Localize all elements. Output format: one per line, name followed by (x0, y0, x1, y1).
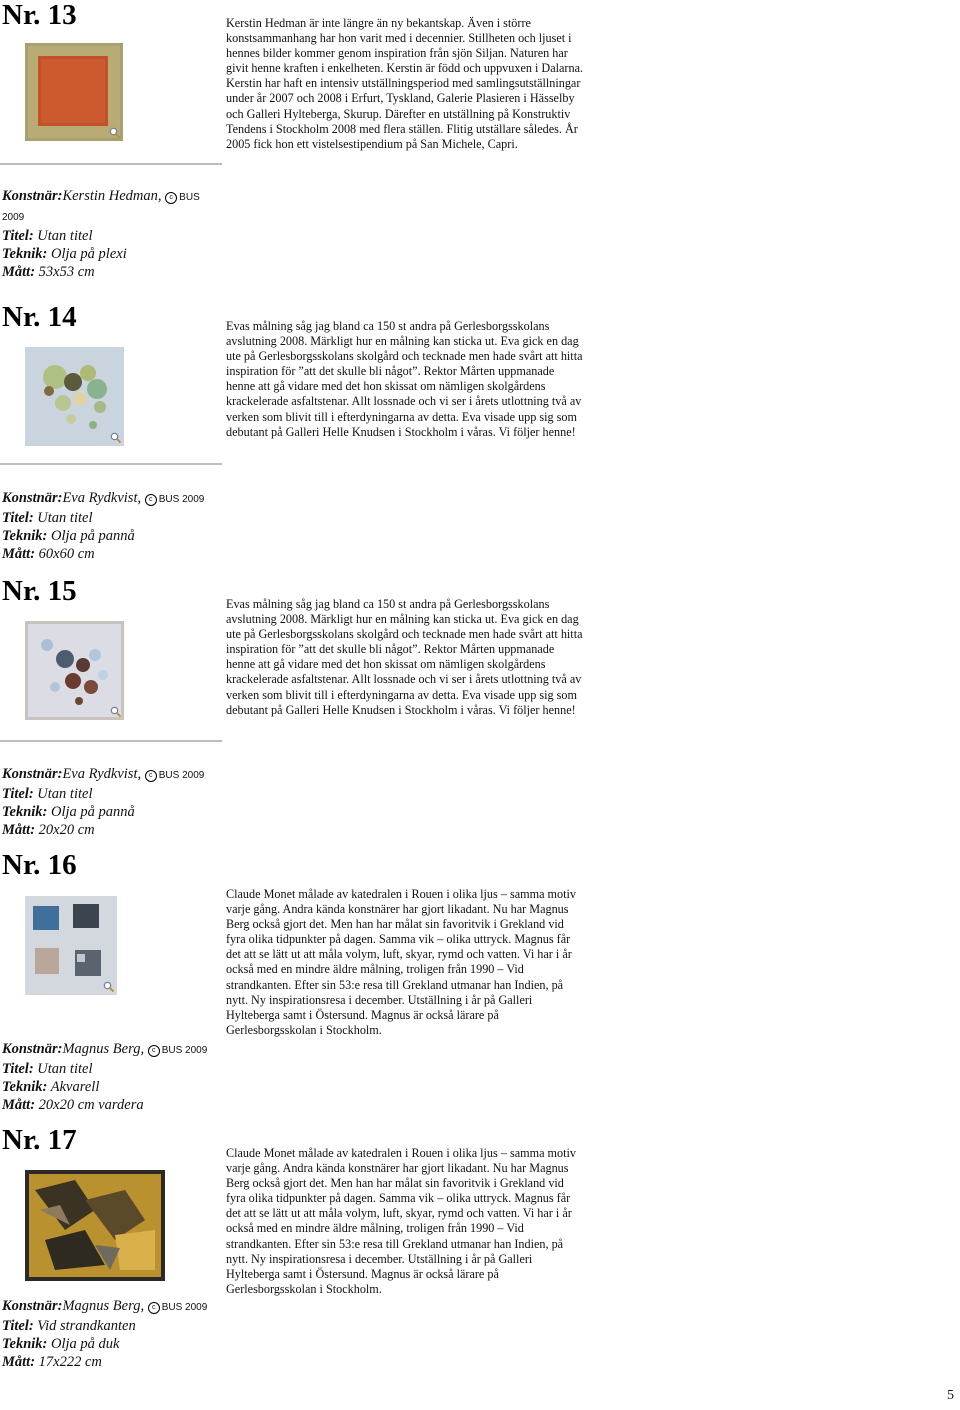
artwork-technique: Olja på pannå (51, 804, 135, 820)
artwork-size: 20x20 cm (38, 822, 95, 838)
technique-label: Teknik: (2, 1336, 48, 1352)
painting-image (25, 1170, 165, 1281)
artwork-metadata (2, 765, 204, 839)
artwork-thumbnail[interactable] (25, 43, 123, 141)
copyright-notice (148, 1302, 208, 1313)
copyright-year: 2009 (185, 1302, 208, 1313)
size-label: Mått: (2, 546, 36, 562)
artwork-title: Utan titel (37, 228, 93, 244)
divider (0, 463, 222, 465)
technique-label: Teknik: (2, 246, 48, 262)
zoom-icon[interactable] (110, 706, 121, 717)
entry-number: Nr. 16 (2, 849, 77, 881)
title-label: Titel: (2, 786, 34, 802)
copyright-icon: c (148, 1045, 160, 1057)
entry-number: Nr. 14 (2, 301, 77, 333)
copyright-notice (148, 1045, 208, 1056)
artist-name: Eva Rydkvist, (62, 490, 142, 506)
title-label: Titel: (2, 510, 34, 526)
page-number: 5 (947, 1388, 954, 1403)
copyright-org: BUS (161, 1045, 183, 1056)
zoom-icon[interactable] (109, 127, 120, 138)
artwork-thumbnail[interactable] (25, 896, 117, 995)
entry-number: Nr. 13 (2, 0, 77, 31)
copyright-icon: c (145, 494, 157, 506)
copyright-icon: c (165, 192, 177, 204)
entry-number: Nr. 17 (2, 1124, 77, 1156)
technique-label: Teknik: (2, 528, 48, 544)
size-label: Mått: (2, 264, 36, 280)
artwork-description: Claude Monet målade av katedralen i Rouen i olika ljus – samma motiv varje gång. Andra kända konstnärer har gjort likadant. Nu har Magnus Berg också gjort det. Men han har målat sin favoritvik i Grekland vid fyra olika tidpunkter på dagen. Samma vik – olika uttryck. Magnus får det att se lätt ut att måla volym, luft, skyar, rymd och vatten. Vi har i år också med en mindre äldre målning, troligen från 1990 – Vid strandkanten. Efter sin 53:e resa till Grekland utmanar han Indien, på nytt. Ny inspirationsresa i december. Utställning i år på Galleri Hylteberga samt i Östersund. Magnus är också lärare på Gerlesborgsskolan i Stockholm. (226, 887, 576, 1037)
artwork-size: 20x20 cm vardera (38, 1097, 144, 1113)
technique-label: Teknik: (2, 1079, 48, 1095)
copyright-year: 2009 (182, 494, 205, 505)
size-label: Mått: (2, 822, 36, 838)
copyright-icon: c (145, 770, 157, 782)
artist-label: Konstnär: (2, 1041, 63, 1057)
artwork-title: Utan titel (37, 786, 93, 802)
artist-label: Konstnär: (2, 188, 63, 204)
size-label: Mått: (2, 1097, 36, 1113)
artwork-description: Kerstin Hedman är inte längre än ny bekantskap. Även i större konstsammanhang har hon varit med i decennier. Stillheten och ljuset i hennes bilder kommer genom inspiration från sjön Siljan. Naturen har givit henne kraften i enkelheten. Kerstin är född och uppvuxen i Dalarna. Kerstin har haft en intensiv utställningsperiod med samlingsutställningar under år 2007 och 2008 i Erfurt, Tyskland, Galerie Plasieren i Hässelby och Galleri Hylteberga, Skurup. Därefter en utställning på Konstruktiv Tendens i Stockholm 2008 med flera ställen. Flitig utställare således. År 2005 fick hon ett vistelsestipendium på San Michele, Capri. (226, 16, 584, 151)
artwork-title: Vid strandkanten (37, 1318, 136, 1334)
artwork-technique: Akvarell (50, 1079, 100, 1095)
size-label: Mått: (2, 1354, 36, 1370)
artist-name: Eva Rydkvist, (62, 766, 142, 782)
artwork-technique: Olja på duk (51, 1336, 120, 1352)
entry-number: Nr. 15 (2, 575, 77, 607)
copyright-org: BUS (158, 770, 180, 781)
artwork-size: 53x53 cm (38, 264, 95, 280)
artwork-metadata (2, 489, 204, 563)
title-label: Titel: (2, 1061, 34, 1077)
divider (0, 163, 222, 165)
artwork-size: 17x222 cm (38, 1354, 102, 1370)
artwork-metadata (2, 1040, 207, 1114)
divider (0, 740, 222, 742)
artwork-description: Evas målning såg jag bland ca 150 st andra på Gerlesborgsskolans avslutning 2008. Märkligt hur en målning kan sticka ut. Eva gick en dag ute på Gerlesborgsskolans skolgård och tecknade men hade svårt att hitta inspiration för ”att det skulle bli något”. Rektor Mårten uppmanade henne att gå vidare med det hon skissat om nämligen skolgårdens krackelerade asfaltstenar. Allt lossnade och vi ser i årets utlottning två av verken som blivit till i efterdyningarna av detta. Eva visade upp sig som debutant på Galleri Helle Knudsen i Stockholm i våras. Vi följer henne! (226, 319, 583, 439)
copyright-org: BUS (158, 494, 180, 505)
artwork-title: Utan titel (37, 1061, 93, 1077)
title-label: Titel: (2, 228, 34, 244)
title-label: Titel: (2, 1318, 34, 1334)
artwork-size: 60x60 cm (38, 546, 95, 562)
artwork-metadata (2, 187, 200, 281)
copyright-icon: c (148, 1302, 160, 1314)
copyright-year: 2009 (182, 770, 205, 781)
artwork-metadata (2, 1297, 207, 1371)
copyright-year: 2009 (185, 1045, 208, 1056)
artist-label: Konstnär: (2, 1298, 63, 1314)
artist-name: Magnus Berg, (62, 1298, 145, 1314)
copyright-org: BUS (161, 1302, 183, 1313)
copyright-notice (145, 770, 205, 781)
artist-label: Konstnär: (2, 766, 63, 782)
artwork-technique: Olja på plexi (51, 246, 127, 262)
artwork-thumbnail[interactable] (25, 1170, 165, 1281)
copyright-year: 2009 (2, 212, 25, 223)
technique-label: Teknik: (2, 804, 48, 820)
artwork-title: Utan titel (37, 510, 93, 526)
artist-name: Kerstin Hedman, (62, 188, 162, 204)
artist-label: Konstnär: (2, 490, 63, 506)
artwork-technique: Olja på pannå (51, 528, 135, 544)
zoom-icon[interactable] (103, 981, 114, 992)
artist-name: Magnus Berg, (62, 1041, 145, 1057)
artwork-thumbnail[interactable] (25, 621, 124, 720)
artwork-description: Evas målning såg jag bland ca 150 st andra på Gerlesborgsskolans avslutning 2008. Märkligt hur en målning kan sticka ut. Eva gick en dag ute på Gerlesborgsskolans skolgård och tecknade men hade svårt att hitta inspiration för ”att det skulle bli något”. Rektor Mårten uppmanade henne att gå vidare med det hon skissat om nämligen skolgårdens krackelerade asfaltstenar. Allt lossnade och vi ser i årets utlottning två av verken som blivit till i efterdyningarna av detta. Eva visade upp sig som debutant på Galleri Helle Knudsen i Stockholm i våras. Vi följer henne! (226, 597, 583, 717)
copyright-org: BUS (179, 192, 200, 203)
artwork-thumbnail[interactable] (25, 347, 124, 446)
copyright-notice (145, 494, 205, 505)
zoom-icon[interactable] (110, 432, 121, 443)
artwork-description: Claude Monet målade av katedralen i Rouen i olika ljus – samma motiv varje gång. Andra kända konstnärer har gjort likadant. Nu har Magnus Berg också gjort det. Men han har målat sin favoritvik i Grekland vid fyra olika tidpunkter på dagen. Samma vik – olika uttryck. Magnus får det att se lätt ut att måla volym, luft, skyar, rymd och vatten. Vi har i år också med en mindre äldre målning, troligen från 1990 – Vid strandkanten. Efter sin 53:e resa till Grekland utmanar han Indien, på nytt. Ny inspirationsresa i december. Utställning i år på Galleri Hylteberga samt i Östersund. Magnus är också lärare på Gerlesborgsskolan i Stockholm. (226, 1146, 576, 1296)
